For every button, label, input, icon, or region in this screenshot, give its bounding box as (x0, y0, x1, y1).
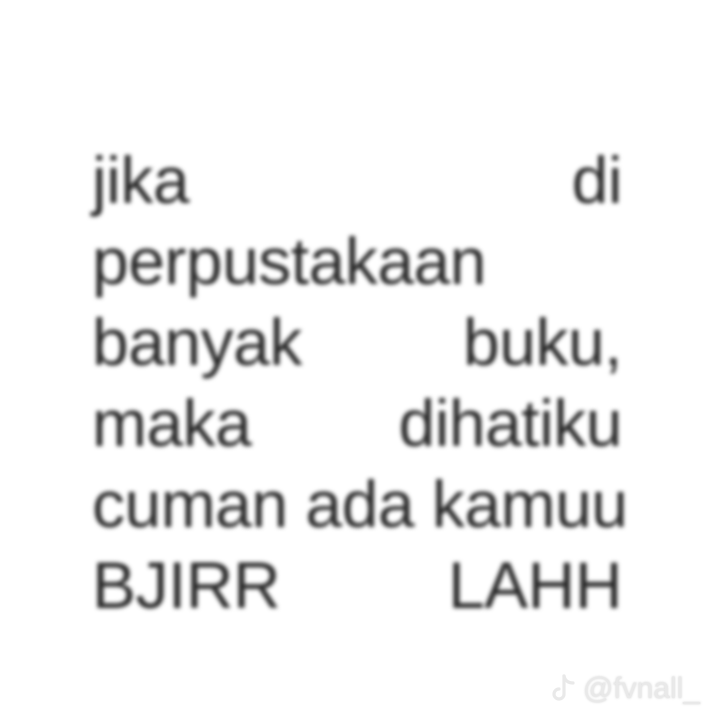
quote-word: banyak (92, 305, 302, 379)
quote-word: maka (92, 386, 252, 460)
quote-word: dihatiku (398, 386, 622, 460)
quote-word: cuman ada kamuu (92, 467, 628, 541)
tiktok-icon (551, 674, 577, 704)
quote-line-1 (92, 140, 622, 221)
quote-text (92, 140, 628, 626)
quote-line-3 (92, 302, 622, 383)
quote-line-4 (92, 383, 622, 464)
quote-line-6 (92, 545, 622, 626)
quote-word: di (571, 143, 622, 217)
quote-word: perpustakaan (92, 224, 486, 298)
watermark-handle: @fvnall_ (582, 672, 700, 705)
quote-word: BJIRR (92, 548, 281, 622)
quote-word: jika (92, 143, 190, 217)
quote-line-5 (92, 464, 628, 545)
quote-word: buku, (463, 305, 622, 379)
tiktok-watermark (551, 672, 700, 706)
quote-line-2 (92, 221, 622, 302)
quote-word: LAHH (447, 548, 622, 622)
